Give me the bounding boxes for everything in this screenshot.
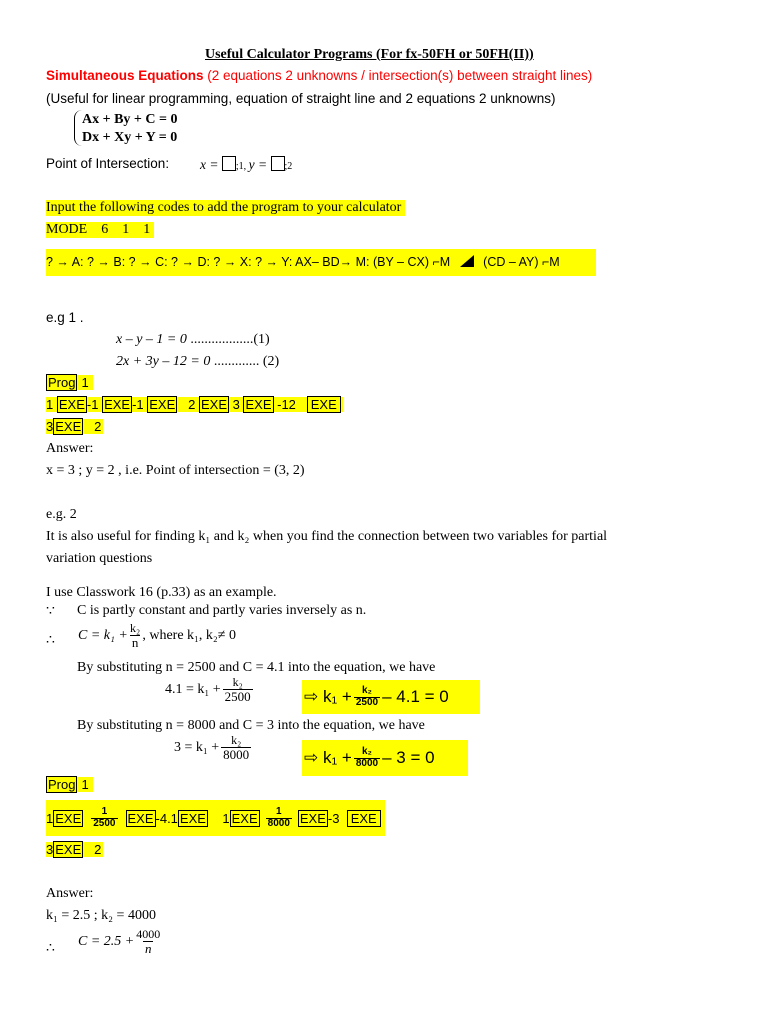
key-fraction-num: 1 <box>101 806 108 817</box>
example2-text2: variation questions <box>46 551 153 566</box>
example2-keys-row1 <box>46 800 385 836</box>
prog-number: 1 <box>77 375 92 390</box>
exe-key: EXE <box>55 842 82 857</box>
classwork-line: I use Classwork 16 (p.33) as an example. <box>46 585 277 600</box>
display-triangle-icon <box>460 255 474 267</box>
key-value: -3 <box>327 810 340 826</box>
formula-tail: , where k₁, k₂≠ 0 <box>142 627 236 643</box>
key-value: -1 <box>132 397 144 412</box>
key-fraction-num: 1 <box>275 806 282 817</box>
program-code-a: ? → A: ? → B: ? → C: ? → D: ? → X: ? → Y: AX– BD→ M: (BY – CX) ⌐M <box>46 255 451 269</box>
general-formula <box>78 622 236 649</box>
example1-keys-row2 <box>46 419 103 434</box>
key-value: 1 <box>222 810 230 826</box>
key-value: -4.1 <box>155 810 178 826</box>
instructions-line: Input the following codes to add the program to your calculator <box>46 200 405 216</box>
intersection-x-tail: ;1, <box>235 161 249 172</box>
example1-eq2-expr: 2x + 3y – 12 = 0 <box>116 354 211 369</box>
sub2-fraction <box>221 734 251 761</box>
because-symbol: ∵ <box>46 604 55 619</box>
substitution2-text: By substituting n = 8000 and C = 3 into the equation, we have <box>77 718 425 733</box>
key-fraction-den: 8000 <box>267 817 290 829</box>
sub1-fraction <box>223 676 253 703</box>
intersection-y: y = <box>248 157 271 172</box>
sub1-hl-fraction <box>354 686 380 708</box>
sub1-hl-arrow: ⇨ k₁ + <box>304 687 352 706</box>
blank-box <box>222 156 236 171</box>
final-therefore-symbol: ∴ <box>46 941 55 956</box>
key-value: 2 <box>188 397 196 412</box>
example2-prog <box>46 777 93 792</box>
therefore-symbol: ∴ <box>46 633 55 648</box>
example2-label: e.g. 2 <box>46 507 77 522</box>
example1-prog <box>46 375 93 390</box>
substitution1-highlight <box>302 680 480 714</box>
key-value: -1 <box>86 397 99 412</box>
example1-eq1 <box>116 332 270 348</box>
blank-box <box>271 156 285 171</box>
program-code-b: (CD – AY) ⌐M <box>483 255 560 269</box>
sub1-hl-tail: – 4.1 = 0 <box>382 687 449 706</box>
exe-key: EXE <box>58 397 85 412</box>
sub1-den: 2500 <box>224 688 251 704</box>
exe-key: EXE <box>347 810 381 827</box>
sub1-hl-num: k₂ <box>361 685 372 696</box>
sub1-hl-den: 2500 <box>355 696 379 708</box>
final-fraction <box>136 928 160 955</box>
example1-eq2 <box>116 354 279 370</box>
key-value: 2 <box>94 419 102 434</box>
final-den: n <box>144 940 152 956</box>
intro-text: (Useful for linear programming, equation of straight line and 2 equations 2 unknowns) <box>46 91 556 106</box>
sub2-hl-tail: – 3 = 0 <box>382 748 435 767</box>
key-value: 2 <box>94 842 102 857</box>
sub2-den: 8000 <box>223 746 250 762</box>
mode-keys: MODE 6 1 1 <box>46 222 154 238</box>
sub2-hl-arrow: ⇨ k₁ + <box>304 748 352 767</box>
intersection-label: Point of Intersection: <box>46 156 170 171</box>
example2-text1: It is also useful for finding k₁ and k₂ when you find the connection between two variables for partial <box>46 529 608 544</box>
example1-eq1-expr: x – y – 1 = 0 <box>116 332 187 347</box>
document-title: Useful Calculator Programs (For fx-50FH or 50FH(II)) <box>205 47 534 62</box>
formula-lhs: C = k₁ + <box>78 627 128 643</box>
prog-key: Prog <box>48 375 76 390</box>
program-code <box>46 249 596 276</box>
exe-key: EXE <box>231 810 258 826</box>
system-eq2: Dx + Xy + Y = 0 <box>82 130 178 145</box>
exe-key: EXE <box>104 397 131 412</box>
because-line: C is partly constant and partly varies inversely as n. <box>77 603 367 618</box>
intersection-x: x = <box>200 157 222 172</box>
intersection-formula <box>200 156 292 173</box>
system-eq1: Ax + By + C = 0 <box>82 112 178 127</box>
example1-label: e.g 1 . <box>46 310 84 325</box>
key-fraction-2500 <box>91 807 117 829</box>
substitution2-eq <box>174 734 253 761</box>
exe-key: EXE <box>307 396 341 413</box>
final-lhs: C = 2.5 + <box>78 933 135 949</box>
substitution1-text: By substituting n = 2500 and C = 4.1 into the equation, we have <box>77 660 436 675</box>
prog-number: 1 <box>77 777 92 792</box>
sub1-lhs: 4.1 = k₁ + <box>165 681 221 697</box>
sub2-hl-num: k₂ <box>361 746 372 757</box>
example1-answer-label: Answer: <box>46 441 94 456</box>
sub2-hl-fraction <box>354 747 380 769</box>
example1-answer: x = 3 ; y = 2 , i.e. Point of intersection = (3, 2) <box>46 463 305 478</box>
formula-num: k₂ <box>129 621 141 635</box>
formula-fraction <box>130 622 141 649</box>
exe-key: EXE <box>149 397 176 412</box>
sub2-num: k₂ <box>231 733 242 747</box>
key-value: 3 <box>46 419 54 434</box>
final-num: 4000 <box>136 927 161 941</box>
prog-key: Prog <box>48 777 76 792</box>
key-value: 3 <box>232 397 240 412</box>
substitution1-eq <box>165 676 255 703</box>
exe-key: EXE <box>55 810 82 826</box>
exe-key: EXE <box>55 419 82 434</box>
key-fraction-8000 <box>266 807 292 829</box>
final-formula <box>78 928 162 955</box>
substitution2-highlight <box>302 740 468 776</box>
key-value: -12 <box>277 397 296 412</box>
example2-answer-label: Answer: <box>46 886 94 901</box>
heading-main: Simultaneous Equations <box>46 68 204 83</box>
example1-eq2-tag: ............. (2) <box>210 354 280 369</box>
exe-key: EXE <box>200 397 227 412</box>
sub2-lhs: 3 = k₁ + <box>174 739 220 755</box>
sub2-hl-den: 8000 <box>355 757 379 769</box>
key-fraction-den: 2500 <box>93 817 116 829</box>
sub1-num: k₂ <box>232 675 243 689</box>
formula-den: n <box>131 634 139 650</box>
example2-keys-row2 <box>46 842 103 857</box>
exe-key: EXE <box>245 397 272 412</box>
key-value: 3 <box>46 842 54 857</box>
exe-key: EXE <box>127 810 154 826</box>
exe-key: EXE <box>299 810 326 826</box>
key-value: 1 <box>46 810 54 826</box>
key-value: 1 <box>46 397 54 412</box>
heading-sub: (2 equations 2 unknowns / intersection(s) between straight lines) <box>203 68 593 83</box>
exe-key: EXE <box>179 810 206 826</box>
section-heading <box>46 68 592 83</box>
intersection-y-tail: ;2 <box>284 161 293 172</box>
example1-keys-row1 <box>46 397 343 412</box>
example1-eq1-tag: ..................(1) <box>186 332 270 347</box>
example2-answer: k₁ = 2.5 ; k₂ = 4000 <box>46 908 156 923</box>
